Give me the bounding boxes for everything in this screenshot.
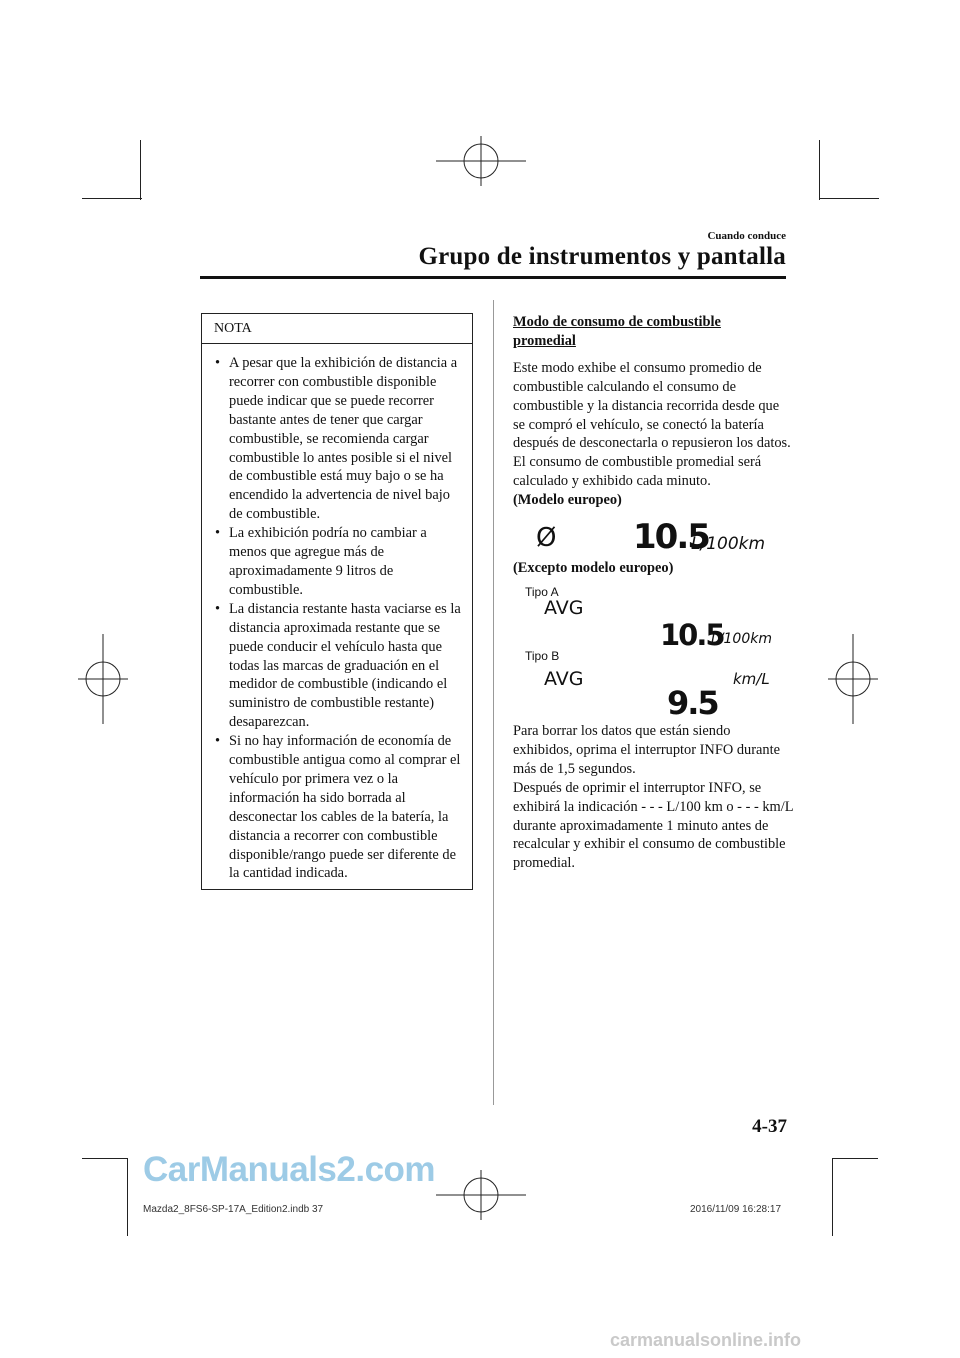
display-euro-symbol: Ø [536, 523, 557, 553]
nota-item: • A pesar que la exhibición de distancia a recorrer con combustible disponible puede indicar que se puede recorrer bastante antes de tener que cargar combustible, se recomienda cargar combustible lo antes posible si el nivel de combustible está muy bajo o se ha encendido la advertencia de nivel bajo de combustible. [215, 355, 458, 523]
nota-item: • La distancia restante hasta vaciarse es la distancia aproximada restante que se puede conducir el vehículo hasta que todas las marcas de graduación en el medidor de combustible (indicando el suministro de combustible restante) desaparezcan. [215, 600, 461, 731]
footer-date-info: 2016/11/09 16:28:17 [690, 1204, 782, 1215]
nota-title: NOTA [202, 314, 472, 344]
registration-mark-bottom [436, 1170, 526, 1220]
clear-data-paragraph: Para borrar los datos que están siendo exhibidos, oprima el interruptor INFO durante más de 1,5 segundos. [513, 723, 780, 777]
registration-mark-left [78, 634, 128, 724]
nota-list [202, 344, 472, 883]
bullet: • [215, 525, 221, 542]
tipo-a-unit: L/100km [711, 631, 772, 647]
bullet: • [215, 733, 221, 750]
watermark-carmanualsonline: carmanualsonline.info [610, 1330, 802, 1350]
column-divider [493, 300, 494, 1105]
tipo-b-avg: AVG [544, 668, 584, 690]
bullet: • [215, 355, 221, 371]
registration-mark-top [436, 136, 526, 186]
bullet: • [215, 600, 221, 617]
nota-box [201, 313, 473, 890]
tipo-a-value: 10.5 [660, 618, 724, 652]
lower-text [513, 722, 793, 873]
footer-file-info: Mazda2_8FS6-SP-17A_Edition2.indb 37 [143, 1204, 324, 1215]
tipo-a-label: Tipo A [525, 585, 559, 599]
label-euro: (Modelo europeo) [513, 492, 622, 509]
section-title: Modo de consumo de combustible promedial [513, 314, 721, 349]
header-section: Cuando conduce [707, 230, 786, 242]
tipo-b-unit: km/L [733, 670, 770, 688]
display-euro-unit: L/100km [691, 534, 766, 554]
tipo-b-label: Tipo B [525, 649, 560, 663]
header-rule [200, 276, 786, 279]
page-number: 4-37 [752, 1116, 787, 1137]
label-non-euro: (Excepto modelo europeo) [513, 560, 674, 576]
right-column [513, 313, 793, 510]
intro-paragraph: Este modo exhibe el consumo promedio de combustible calculando el consumo de combustible y la distancia recorrida desde que se compró el vehículo, se conectó la batería después de desconectarla o repusieron los datos. El consumo de combustible promedial será calculado y exhibido cada minuto. [513, 359, 791, 490]
after-info-paragraph: Después de oprimir el interruptor INFO, se exhibirá la indicación - - - L/100 km o - - - km/L durante aproximadamente 1 minuto antes de recalcular y exhibir el consumo de combustible promedial. [513, 779, 793, 872]
nota-item: • La exhibición podría no cambiar a menos que agregue más de aproximadamente 9 litros de combustible. [215, 525, 427, 598]
nota-item: • Si no hay información de economía de combustible antigua como al comprar el vehículo por primera vez o la información ha sido borrada al desconectar los cables de la batería, la distancia a recorrer con combustible disponible/rango puede ser diferente de la cantidad indicada. [215, 733, 461, 882]
tipo-b-value: 9.5 [667, 684, 718, 722]
watermark-carmanuals2: CarManuals2.com [143, 1150, 436, 1189]
display-euro-value: 10.5 [633, 517, 709, 557]
page-title: Grupo de instrumentos y pantalla [418, 243, 786, 270]
registration-mark-right [828, 634, 878, 724]
tipo-a-avg: AVG [544, 597, 584, 619]
